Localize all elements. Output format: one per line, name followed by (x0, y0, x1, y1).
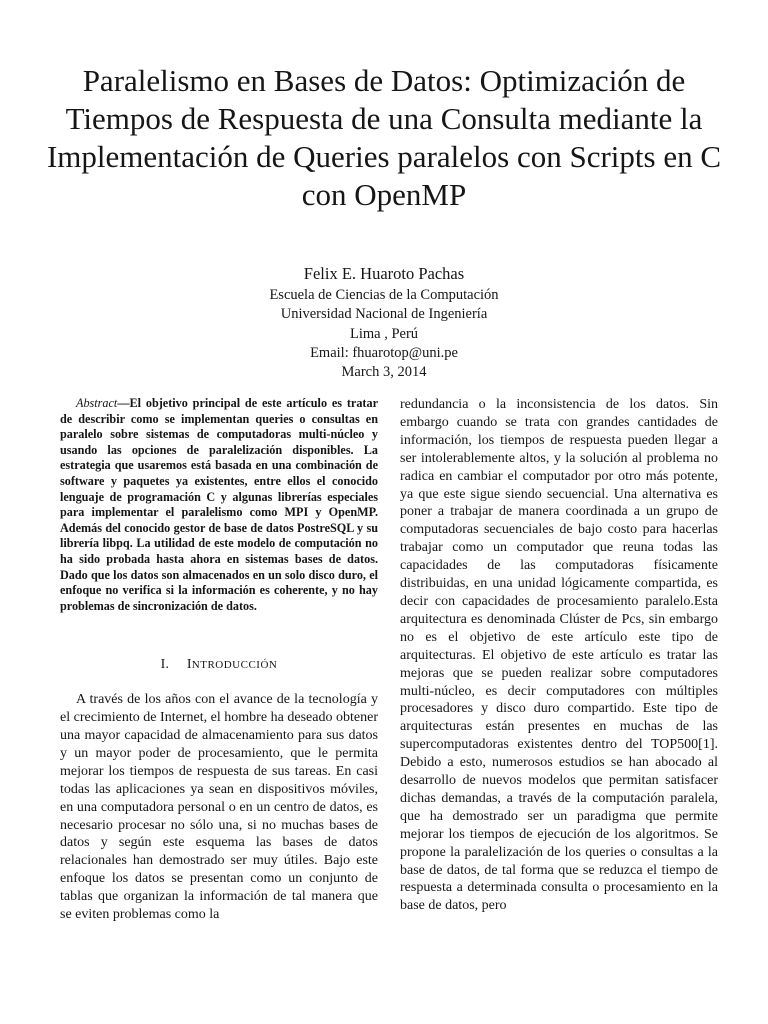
section-heading-introduction (60, 656, 378, 675)
author-block (0, 263, 768, 382)
paper-date: March 3, 2014 (341, 364, 427, 381)
right-column (400, 396, 718, 915)
section-title-rest: NTRODUCCIÓN (191, 659, 278, 672)
abstract-dash: — (117, 396, 130, 410)
affiliation-university: Universidad Nacional de Ingeniería (280, 306, 488, 323)
intro-paragraph-left: A través de los años con el avance de la tecnología y el crecimiento de Internet, el hombre ha deseado obtener una mayor capacidad de almacenamiento para sus datos y un mayor poder de procesamiento, que le permita mejorar los tiempos de respuesta de sus tareas. En casi todas las aplicaciones ya sean en dispositivos móviles, en una computadora personal o en un centro de datos, es necesario procesar no sólo una, si no muchas bases de datos y según este esquema las bases de datos relacionales han demostrado ser muy útiles. Bajo este enfoque los datos se presentan como un conjunto de tablas que organizan la información de tal manera que se eviten problemas como la (60, 692, 378, 923)
affiliation-email: Email: fhuarotop@uni.pe (310, 344, 458, 361)
abstract-label: Abstract (76, 396, 118, 410)
abstract-text: El objetivo principal de este artículo es tratar de describir como se implementan queries o consultas en paralelo sobre sistemas de computadoras multi-núcleo y usando las opciones de paralelización disponibles. La estrategia que usaremos está basada en una combinación de software y paquetes ya existentes, entre ellos el conocido lenguaje de programación C y algunas librerías especiales para implementar el paralelismo como MPI y OpenMP. Además del conocido gestor de base de datos PostreSQL y su librería libpq. La utilidad de este modelo de computación no ha sido probada hasta ahora en sistemas bases de datos. Dado que los datos son almacenados en un solo disco duro, el enfoque no verifica si la información es coherente, y no hay problemas de sincronización de datos. (60, 396, 378, 613)
affiliation-school: Escuela de Ciencias de la Computación (269, 287, 499, 303)
paper-title: Paralelismo en Bases de Datos: Optimización de Tiempos de Respuesta de una Consulta mediante la Implementación de Queries paralelos con Scripts en C con OpenMP (46, 63, 722, 212)
section-title-initial: I (186, 657, 192, 673)
left-column (60, 396, 378, 924)
section-number: I. (160, 657, 170, 673)
affiliation-location: Lima , Perú (349, 325, 419, 342)
abstract (60, 396, 378, 614)
author-name: Felix E. Huaroto Pachas (303, 264, 465, 283)
intro-paragraph-right: redundancia o la inconsistencia de los datos. Sin embargo cuando se trata con grandes cantidades de información, los tiempos de respuesta pueden llegar a ser intolerablemente altos, y la solución al problema no radica en cambiar el computador por otro más potente, ya que este sigue siendo secuencial. Una alternativa es poner a trabajar de manera coordinada a un grupo de computadoras secuenciales de bajo costo para hacerlas trabajar como un computador que reuna todas las capacidades de las computadoras físicamente distribuidas, en una unidad lógicamente compartida, es decir con capacidades de procesamiento paralelo.Esta arquitectura es denominada Clúster de Pcs, sin embargo no es el objetivo de este artículo este tipo de arquitecturas. El objetivo de este artículo es tratar las mejoras que se pueden realizar sobre computadores multi-núcleo, es decir computadores con múltiples procesadores y disco duro compartido. Este tipo de arquitecturas están presentes en muchas de las supercomputadoras existentes dentro del TOP500[1]. Debido a esto, numerosos estudios se han abocado al desarrollo de nuevos modelos que permitan satisfacer dichas demandas, a través de la computación paralela, que ha demostrado ser un paradigma que permite mejorar los tiempos de ejecución de los algoritmos. Se propone la paralelización de los queries o consultas a la base de datos, de tal forma que se reduzca el tiempo de respuesta a determinada consulta o procesamiento en la base de datos, pero (400, 397, 718, 914)
